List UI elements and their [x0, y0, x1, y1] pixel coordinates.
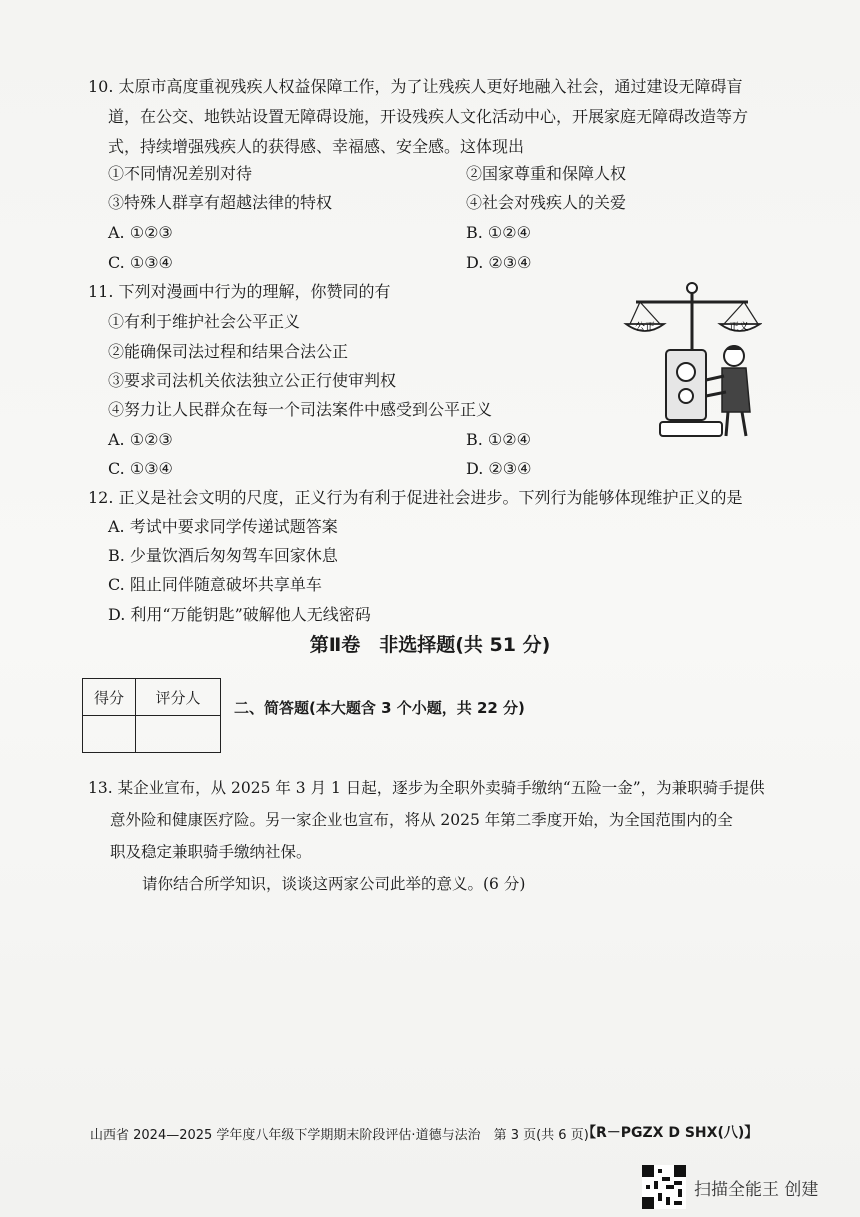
q12-stem: 12. 正义是社会文明的尺度，正义行为有利于促进社会进步。下列行为能够体现维护正义的是	[88, 488, 743, 507]
q13-line-3: 职及稳定兼职骑手缴纳社保。	[110, 843, 312, 861]
q10-stem-line-1: 10. 太原市高度重视残疾人权益保障工作，为了让残疾人更好地融入社会，通过建设无障碍盲	[88, 77, 743, 96]
section-title: 第Ⅱ卷 非选择题(共 51 分)	[309, 634, 551, 656]
q11-item-4: ④努力让人民群众在每一个司法案件中感受到公平正义	[108, 400, 493, 419]
q13-line-2: 意外险和健康医疗险。另一家企业也宣布，将从 2025 年第二季度开始，为全国范围内的全	[110, 811, 733, 829]
q10-stem-line-2: 道，在公交、地铁站设置无障碍设施，开设残疾人文化活动中心，开展家庭无障碍改造等方	[108, 107, 749, 126]
score-label: 得分	[83, 679, 136, 716]
watermark-text: 扫描全能王 创建	[694, 1179, 819, 1200]
q13-line-1: 13. 某企业宣布，从 2025 年 3 月 1 日起，逐步为全职外卖骑手缴纳“五险一金”，为兼职骑手提供	[88, 779, 765, 797]
grader-cell	[136, 716, 221, 753]
q11-option-c: C. ①③④	[108, 459, 173, 478]
q10-item-2: ②国家尊重和保障人权	[466, 164, 627, 183]
score-cell	[83, 716, 136, 753]
score-table	[82, 678, 221, 753]
q13-prompt: 请你结合所学知识，谈谈这两家公司此举的意义。(6 分)	[142, 875, 526, 893]
scale-machine	[666, 350, 706, 420]
q12-option-a: A. 考试中要求同学传递试题答案	[108, 517, 338, 536]
q10-option-d: D. ②③④	[466, 253, 532, 272]
q10-item-3: ③特殊人群享有超越法律的特权	[108, 193, 333, 212]
question-13	[88, 772, 768, 900]
q12-option-d: D. 利用“万能钥匙”破解他人无线密码	[108, 605, 371, 624]
q11-option-a: A. ①②③	[108, 430, 173, 449]
question-10	[88, 72, 768, 162]
paper-code: 【R－PGZX D SHX(八)】	[582, 1125, 759, 1141]
right-pan-label: 正义	[729, 322, 749, 333]
justice-scale-cartoon	[622, 272, 762, 452]
q11-stem: 11. 下列对漫画中行为的理解，你赞同的有	[88, 282, 391, 301]
q11-item-3: ③要求司法机关依法独立公正行使审判权	[108, 371, 397, 390]
q10-item-4: ④社会对残疾人的关爱	[466, 193, 627, 212]
q10-option-b: B. ①②④	[466, 223, 531, 242]
section2-title: 二、简答题(本大题含 3 个小题，共 22 分)	[234, 699, 525, 717]
q10-option-a: A. ①②③	[108, 223, 173, 242]
scanner-watermark	[642, 1165, 818, 1209]
q10-option-c: C. ①③④	[108, 253, 173, 272]
page-footer: 山西省 2024—2025 学年度八年级下学期期末阶段评估·道德与法治 第 3 页(共 6 页)	[90, 1128, 589, 1143]
q11-option-b: B. ①②④	[466, 430, 531, 449]
qr-code-icon	[642, 1165, 686, 1209]
q10-item-1: ①不同情况差别对待	[108, 164, 253, 183]
left-pan-label: 公正	[635, 322, 655, 333]
q12-option-c: C. 阻止同伴随意破坏共享单车	[108, 575, 322, 594]
q11-item-1: ①有利于维护社会公平正义	[108, 312, 301, 331]
q11-item-2: ②能确保司法过程和结果合法公正	[108, 342, 349, 361]
person-body	[722, 368, 750, 412]
q11-option-d: D. ②③④	[466, 459, 532, 478]
scale-top-knob	[687, 283, 697, 293]
grader-label: 评分人	[136, 679, 221, 716]
q10-stem-line-3: 式，持续增强残疾人的获得感、幸福感、安全感。这体现出	[108, 137, 525, 156]
q12-option-b: B. 少量饮酒后匆匆驾车回家休息	[108, 546, 338, 565]
scale-base	[660, 422, 722, 436]
